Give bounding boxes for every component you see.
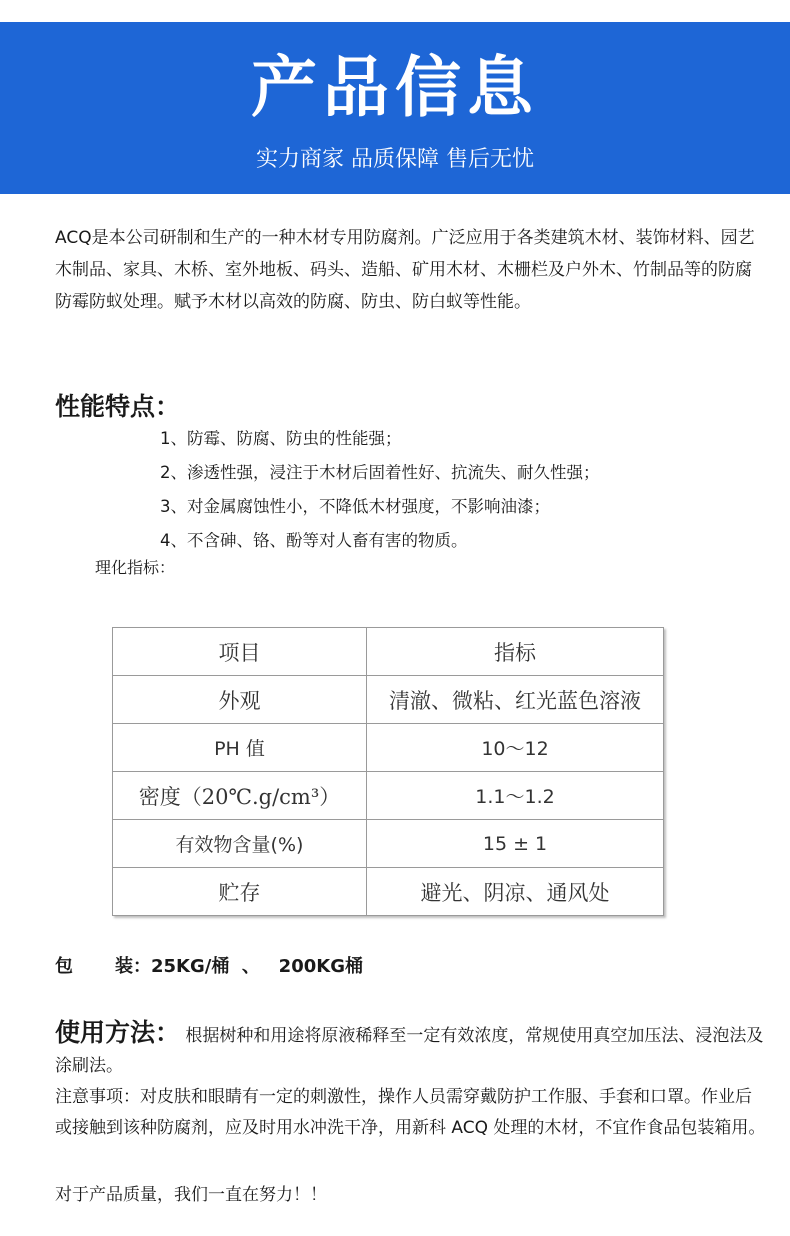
packing-label-a: 包 [55, 956, 73, 977]
table-cell: 外观 [113, 676, 367, 724]
features-title: 性能特点： [55, 392, 181, 421]
table-cell: 有效物含量(%) [113, 820, 367, 868]
table-cell: 避光、阴凉、通风处 [367, 868, 664, 916]
packing-line [55, 953, 363, 981]
banner-title: 产品信息 [251, 49, 539, 126]
feature-item: 3、对金属腐蚀性小，不降低木材强度，不影响油漆； [160, 497, 550, 516]
feature-item: 2、渗透性强，浸注于木材后固着性好、抗流失、耐久性强； [160, 463, 600, 482]
spec-table [112, 627, 664, 916]
table-cell: 15 ± 1 [367, 820, 664, 868]
table-cell: 密度（20℃.g/cm³） [113, 772, 367, 820]
intro-paragraph: ACQ是本公司研制和生产的一种木材专用防腐剂。广泛应用于各类建筑木材、装饰材料、园艺木制品、家具、木桥、室外地板、码头、造船、矿用木材、木栅栏及户外木、竹制品等的防腐防霉防蚁处理。赋予木材以高效的防腐、防虫、防白蚁等性能。 [55, 228, 755, 312]
usage-title: 使用方法： [55, 1018, 181, 1047]
table-cell: 贮存 [113, 868, 367, 916]
feature-item: 4、不含砷、铬、酚等对人畜有害的物质。 [160, 531, 468, 550]
table-cell: 清澈、微粘、红光蓝色溶液 [367, 676, 664, 724]
table-row [113, 676, 664, 724]
usage-text: 根据树种和用途将原液稀释至一定有效浓度，常规使用真空加压法、浸泡法及涂刷法。 [55, 1026, 764, 1076]
features-list [160, 422, 600, 558]
packing-value: 25KG/桶 、 200KG桶 [151, 956, 363, 977]
table-row [113, 772, 664, 820]
table-header-cell: 项目 [113, 628, 367, 676]
closing-line: 对于产品质量，我们一直在努力！！ [55, 1185, 327, 1205]
packing-label-b: 装： [115, 956, 151, 977]
table-cell: 1.1～1.2 [367, 772, 664, 820]
physical-index-label: 理化指标： [95, 558, 176, 577]
table-header-cell: 指标 [367, 628, 664, 676]
notes-paragraph: 注意事项：对皮肤和眼睛有一定的刺激性，操作人员需穿戴防护工作服、手套和口罩。作业后或接触到该种防腐剂，应及时用水冲洗干净，用新科 ACQ 处理的木材，不宜作食品包装箱用。 [55, 1087, 766, 1138]
table-header-row [113, 628, 664, 676]
table-row [113, 820, 664, 868]
feature-item: 1、防霉、防腐、防虫的性能强； [160, 429, 402, 448]
table-cell: PH 值 [113, 724, 367, 772]
usage-paragraph [55, 1018, 765, 1081]
table-cell: 10～12 [367, 724, 664, 772]
header-banner [0, 22, 790, 194]
banner-subtitle: 实力商家 品质保障 售后无忧 [256, 147, 534, 172]
table-row [113, 724, 664, 772]
table-row [113, 868, 664, 916]
